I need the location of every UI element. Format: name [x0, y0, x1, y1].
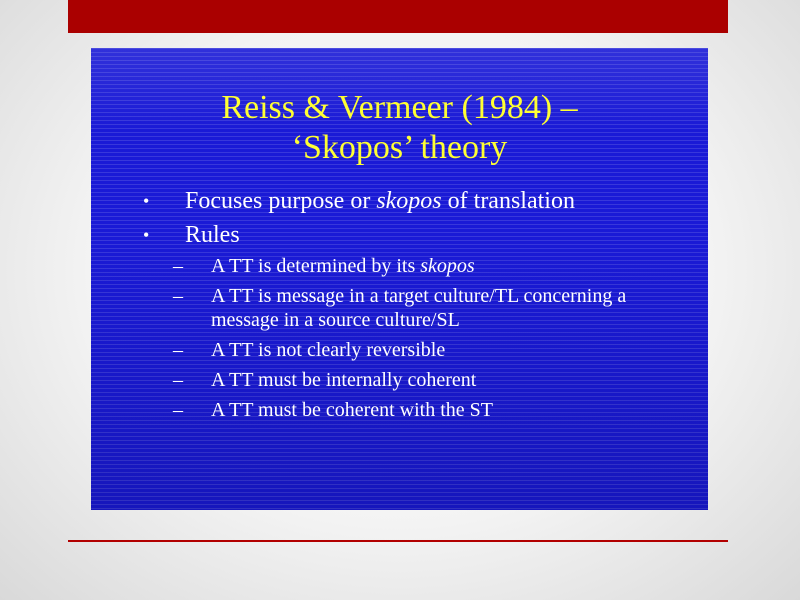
top-accent-bar: [68, 0, 728, 33]
bullet-item-rules: [91, 220, 708, 254]
bottom-divider-line: [68, 540, 728, 542]
sub-bullet-text: [211, 254, 681, 278]
bullet-text-part: Focuses purpose or: [185, 188, 377, 214]
sub-bullet-item: [91, 338, 708, 362]
sub-bullet-text-italic: skopos: [420, 255, 475, 277]
bullet-marker: •: [143, 225, 150, 245]
sub-bullet-item: [91, 254, 708, 278]
slide-body: [91, 186, 708, 428]
bullet-text: [185, 186, 575, 216]
bullet-marker: •: [143, 191, 150, 211]
sub-bullet-marker: –: [173, 255, 183, 277]
sub-bullet-text: A TT is not clearly reversible: [211, 339, 446, 361]
sub-bullet-marker: –: [173, 339, 183, 361]
sub-bullet-marker: –: [173, 369, 183, 391]
sub-bullet-item: [91, 398, 708, 422]
bullet-item-focus: [91, 186, 708, 220]
bullet-text: Rules: [185, 222, 240, 248]
sub-bullet-text: A TT must be coherent with the ST: [211, 399, 494, 421]
slide: [91, 48, 708, 510]
sub-bullet-marker: –: [173, 399, 183, 421]
slide-title-line-1: Reiss & Vermeer (1984) –: [221, 89, 578, 126]
sub-bullet-marker: –: [173, 285, 183, 307]
sub-bullet-text-part: A TT is determined by its: [211, 255, 421, 277]
slide-title: [91, 88, 708, 168]
bullet-text-part: of translation: [441, 188, 575, 214]
sub-bullet-text: A TT is message in a target culture/TL concerning a message in a source culture/SL: [211, 285, 627, 331]
sub-bullet-item: [91, 284, 708, 332]
sub-bullet-item: [91, 368, 708, 392]
bullet-text-italic: skopos: [376, 188, 442, 214]
sub-bullet-text: A TT must be internally coherent: [211, 369, 477, 391]
slide-title-line-2: ‘Skopos’ theory: [291, 129, 508, 166]
